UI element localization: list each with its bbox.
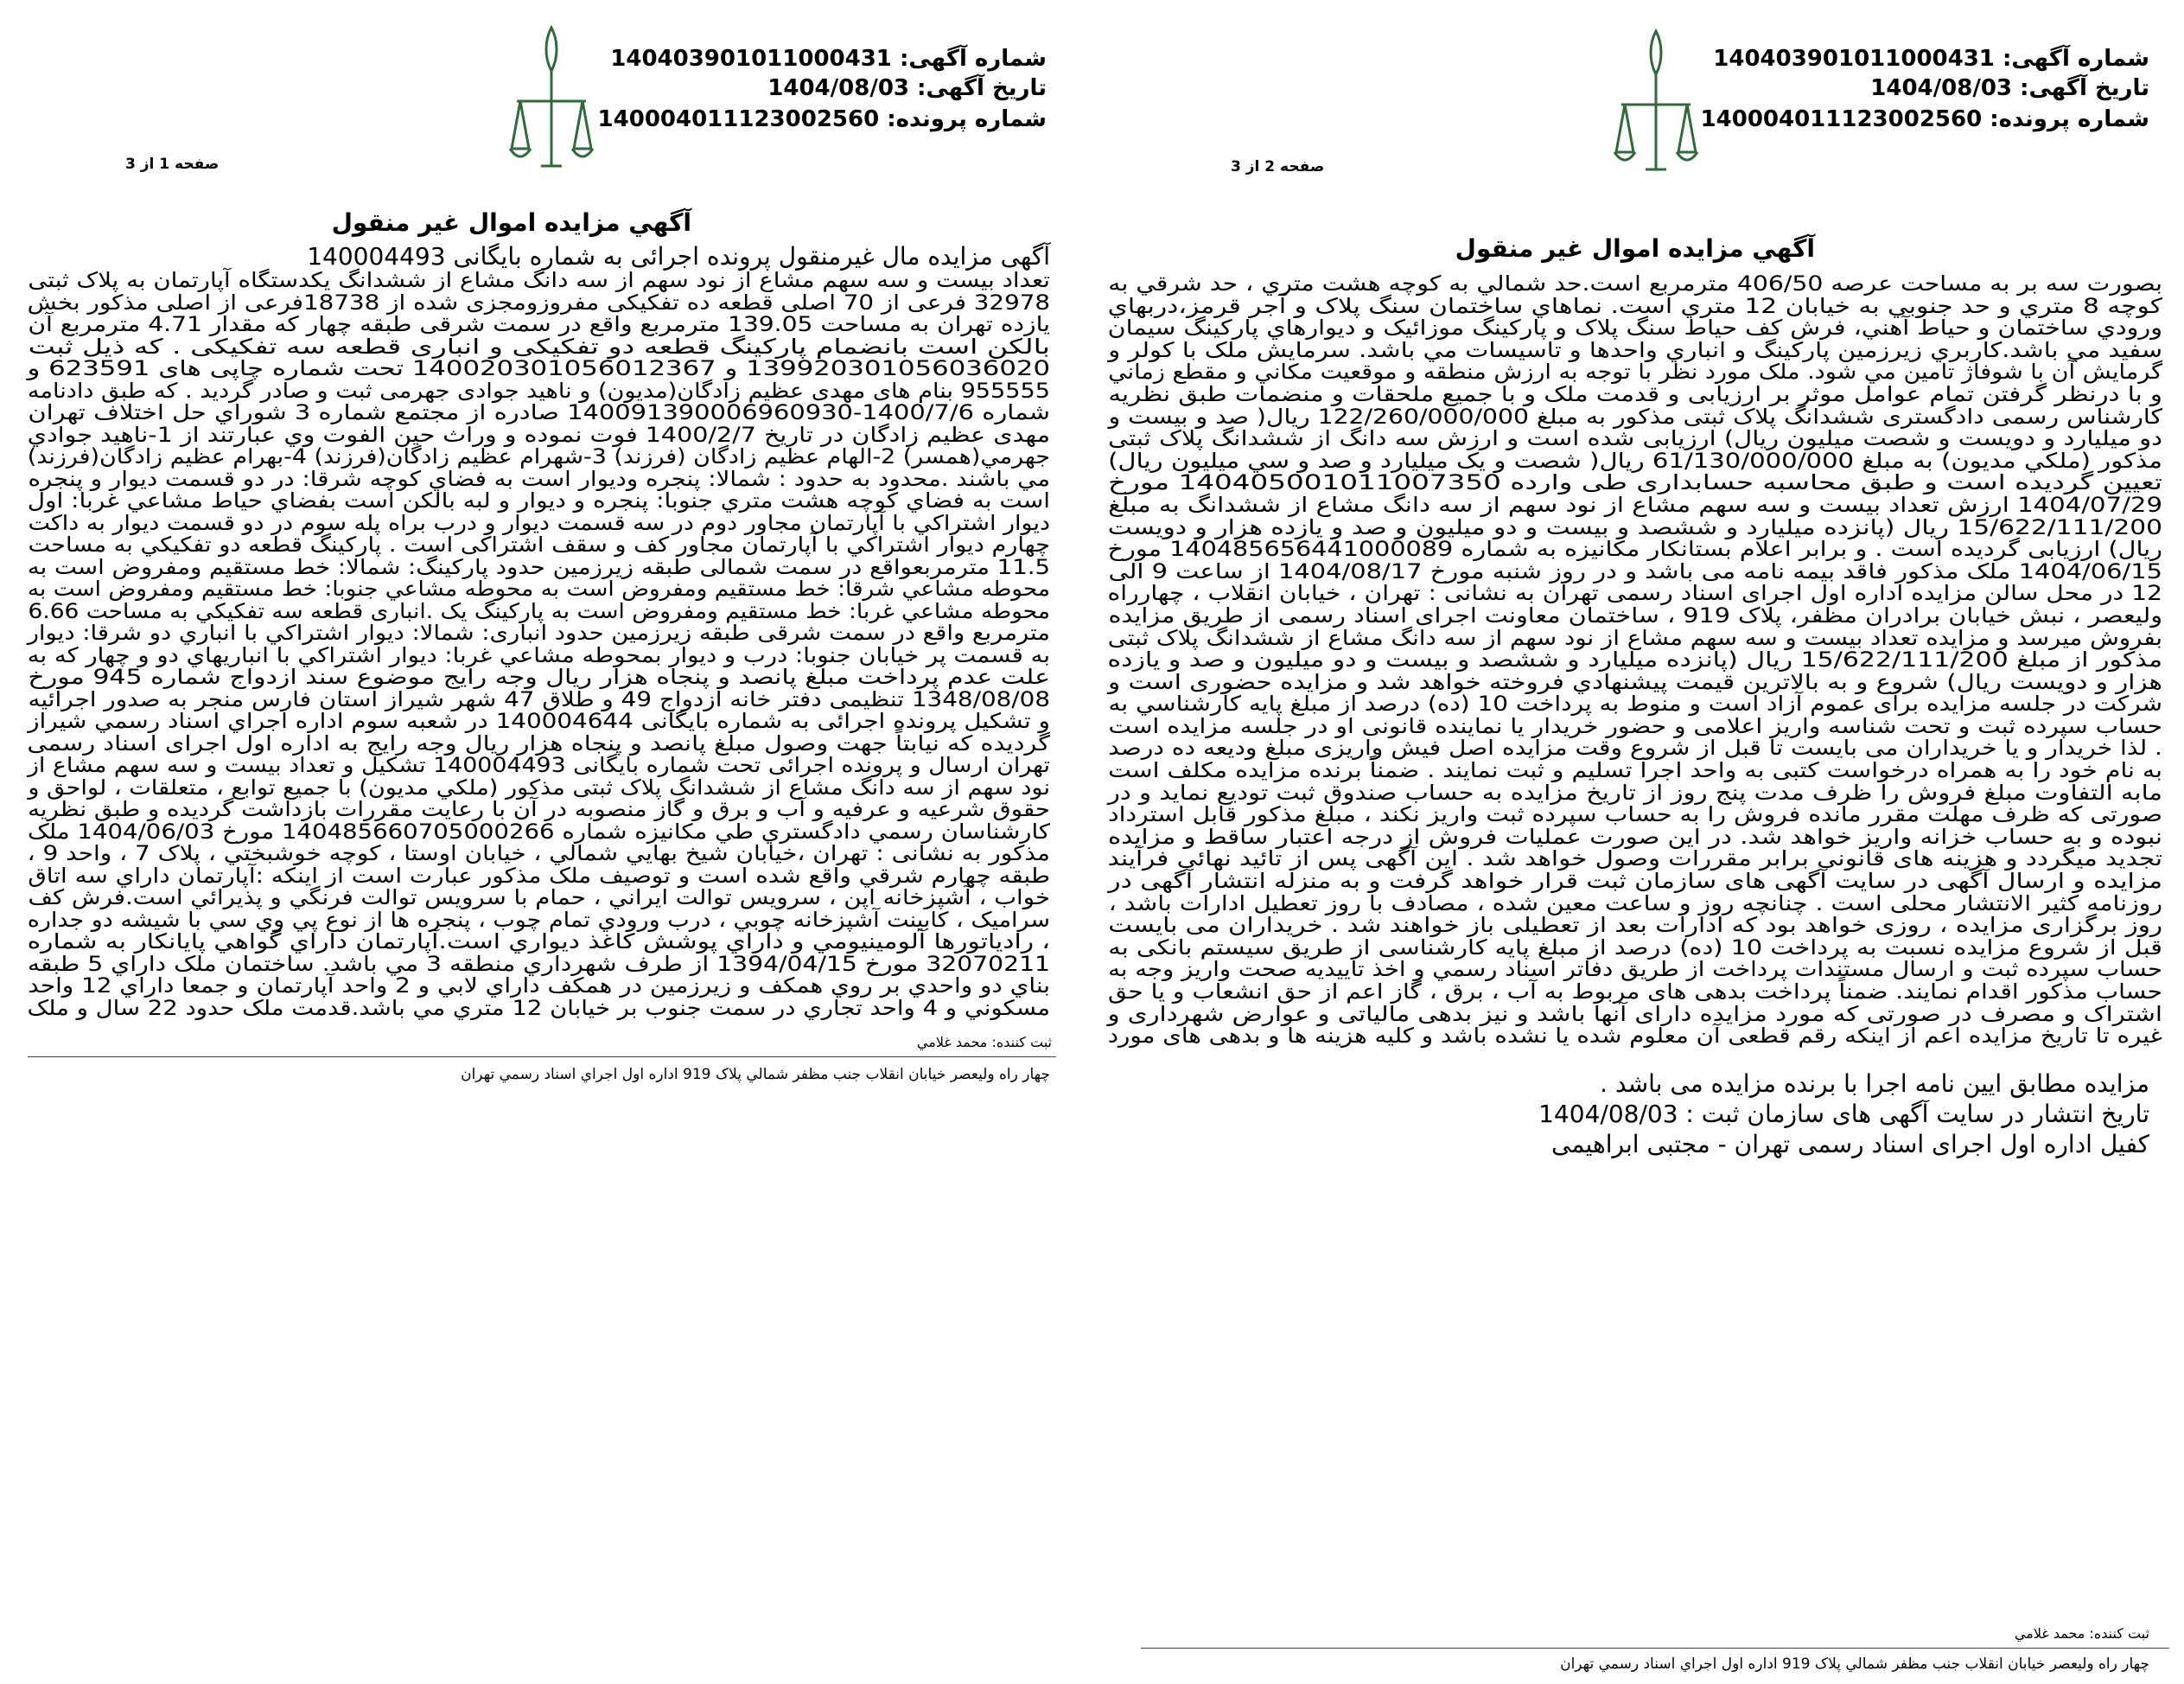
body-line: خواب ، آشپزخانه اپن ، سرويس توالت ايراني ، حمام با سرويس توالت فرنگي و پذيرائي است.فرش كف: [28, 885, 1051, 909]
body-line: حقوق شرعیه و عرفیه و آب و برق و گاز منصوبه در آن با رعایت مقررات بازداشت گرديده و طبق نظريه: [28, 797, 1050, 821]
body-line: وليعصر ، نبش خيابان برادران مظفر، پلاک 919 ، ساختمان معاونت اجرای اسناد رسمی از طريق مزايده: [1108, 603, 2162, 628]
body-line: 11.5 مترمربعواقع در سمت شمالی طبقه زیرزمین حدود پاركينگ: شمالا: خط مستقيم ومفروض است به: [27, 554, 1050, 579]
office-address-footer: چهار راه وليعصر خيابان انقلاب جنب مظفر شمالي پلاک 919 اداره اول اجراي اسناد رسمي تهران: [1560, 1655, 2149, 1673]
body-line: مترمربع واقع در سمت شرقی طبقه زیرزمین حدود انباری: شمالا: ديوار اشتراكي با انباري دو شرقا: ديوار: [27, 621, 1051, 645]
page-title: آگهي مزايده اموال غير منقول: [331, 208, 691, 237]
page-number: صفحه 1 از 3: [125, 156, 220, 173]
body-line: مسكوني و 4 واحد تجاري در سمت جنوب بر خيابان 12 متري مي باشد.قدمت ملک حدود 22 سال و ملک: [27, 995, 1050, 1020]
body-line: طبقه چهارم شرقي واقع شده است و توصیف ملک مذكور عبارت است از اينكه :آپارتمان داراي سه اتاق: [28, 863, 1051, 888]
body-line: تهران ارسال و پرونده اجرائی تحت شماره بایگانی 140004493 تشکیل و تعداد بیست و سه سهم مشاع از: [27, 753, 1050, 777]
body-line: غيره تا تاريخ مزايده اعم از اينكه رقم قطعی آن معلوم شده يا نشده باشد و كليه هزينه ها و بدهی های مورد: [1107, 1024, 2162, 1049]
ad-body-text: [1108, 273, 2162, 1048]
body-line: 15/622/111/200 ریال (پانزده ميليارد و ششصد و بيست و دو ميليون و صد و يازده هزار و دويست: [1107, 514, 2162, 539]
ad-number: شماره آگهی: 140403901011000431: [1713, 46, 2149, 72]
case-number: شماره پرونده: 140004011123002560: [1700, 106, 2149, 132]
body-line: ديوار اشتراكي با آپارتمان مجاور دوم در سه قسمت ديوار و درب براه پله سوم در دو قسمت ديوار به داكت: [28, 510, 1051, 535]
registrar: [917, 1034, 1052, 1051]
body-line: سفيد مي باشد.كاربري زيرزمين پاركينگ و انباري واحدها و تاسيسات مي باشد. سرمايش ملک با كولر و: [1108, 337, 2162, 362]
signatory-line: كفيل اداره اول اجرای اسناد رسمی تهران - مجتبی ابراهيمی: [1551, 1130, 2149, 1158]
ad-date: تاریخ آگهی: 1404/08/03: [767, 75, 1047, 101]
body-line: روزنامه كثير الانتشار محلی است . چنانچه روز و ساعت معين شده ، مصادف با روز تعطيل ادارات باشد ،: [1108, 890, 2162, 915]
body-line: مزايده و ارسال آگهی در سايت آگهی های سازمان ثبت قرار خواهد گرفت و به منزله انتشار آگهی در: [1108, 869, 2162, 894]
body-line: سراميک ، كابينت آشپزخانه چوبي ، درب ورودي تمام چوب ، پنجره ها از نوع پي وي سي با شيشه دو جداره: [27, 907, 1051, 932]
body-line: و با درنظر گرفتن تمام عوامل موثر بر ارزيابی و قدمت ملک و با جميع ملحقات و منضمات طبق نظريه: [1108, 381, 2162, 406]
body-line: 1404/07/29 ارزش تعداد بیست و سه سهم مشاع از نود سهم از سه دانگ مشاع از ششدانگ به مبلغ: [1108, 492, 2162, 517]
body-line: . لذا خريدار و يا خريداران می بايست تا قبل از شروع وقت مزايده اصل فيش واريزی مبلغ وديعه ده درصد: [1108, 736, 2162, 761]
body-line: تعداد بیست و سه سهم مشاع از نود سهم از سه دانگ مشاع از ششدانگ یکدستگاه آپارتمان به پلاک ثبتی: [28, 268, 1051, 292]
body-line: به قسمت پر خیابان جنوبا: درب و ديوار بمحوطه مشاعي غربا: ديوار اشتراكي با انباريهاي دو و چهار كه به: [27, 642, 1051, 667]
page-title: آگهي مزايده اموال غير منقول: [1455, 234, 1815, 263]
body-line: مذكور (ملكي مديون) به مبلغ 61/130/000/000 ريال( شصت و يک ميليارد و صد و سي ميليون ريال): [1108, 448, 2162, 473]
body-line: جهرمي(همسر) 2-الهام عظیم زادگان (فرزند) 3-شهرام عظیم زادگان(فرزند) 4-بهرام عظیم زادگان(فرزند): [27, 444, 1050, 469]
body-line: كوچه 8 متري و حد جنوبي به خيابان 12 متري است. نماهاي ساختمان سنگ پلاک و آجر قرمز،دربهاي: [1107, 293, 2162, 318]
judiciary-emblem-logo: [500, 19, 603, 209]
body-line: كارشناس رسمی دادگستری ششدانگ پلاک ثبتی مذکور به مبلغ 122/260/000/000 ريال( صد و بيست و: [1108, 404, 2162, 429]
body-line: محوطه مشاعي غربا: خط مستقيم ومفروض است به پاركينگ يک .انباری قطعه سه تفكيكي به مساحت 6.66: [28, 598, 1051, 623]
body-line: محوطه مشاعي شرقا: خط مستقيم ومفروض است به محوطه مشاعي جنوبا: خط مستقيم ومفروض است به: [27, 577, 1051, 601]
body-line: ورودي ساختمان و حياط آهني، فرش كف حياط سنگ پلاک و پاركينگ موزائيک و ديوارهاي پاركينگ سيمان: [1107, 316, 2162, 341]
body-line: شركت در جلسه مزايده برای عموم آزاد است و منوط به پرداخت 10 (ده) درصد از مبلغ پايه كارشناسي به: [1108, 692, 2162, 717]
body-line: بصورت سه بر به مساحت عرصه 406/50 مترمربع است.حد شمالي به كوچه هشت متري ، حد شرقي به: [1108, 271, 2162, 296]
body-line: بالکن است بانضمام پارکینگ قطعه دو تفکیکی و انباری قطعه سه تفکیکی . که ذیل ثبت: [28, 334, 1051, 359]
body-line: 1348/08/08 تنظیمی دفتر خانه ازدواج 49 و طلاق 47 شهر شیراز استان فارس منجر به صدور اجرائیه: [28, 686, 1050, 711]
body-line: چهارم ديوار اشتراكي با آپارتمان مجاور كف و سقف اشتراكی است . پاركينگ قطعه دو تفكيكي به مساحت: [28, 533, 1051, 557]
body-line: مابه التفاوت مبلغ فروش را ظرف مدت پنج روز از تاريخ مزايده به حساب صندوق ثبت توديع نمايد و در: [1107, 780, 2162, 805]
body-line: مذكور به نشانی : تهران ،خیابان شیخ بهایي شمالي ، خيابان اوستا ، كوچه خوشبختي ، پلاک 7 ، واحد 9 ،: [27, 841, 1051, 865]
body-line: مي باشند .محدود به حدود : شمالا: پنجره وديوار است به فضاي كوچه شرقا: در دو قسمت ديوار و پنجره: [28, 466, 1051, 491]
scales-emblem-icon: [500, 19, 603, 209]
body-line: به نام خود را به همراه درخواست كتبی به واحد اجرا تسليم و ثبت نمايند . ضمناً برنده مزايده مكلف است: [1108, 758, 2162, 783]
body-line: 32070211 مورخ 1394/04/15 از طرف شهرداري منطقه 3 مي باشد. ساختمان ملک داراي 5 طبقه: [27, 951, 1050, 976]
body-line: مذكور از مبلغ 15/622/111/200 ريال (پانزده ميليارد و ششصد و بيست و دو ميليون و صد و يازده: [1107, 647, 2162, 673]
body-line: علت عدم پرداخت مبلغ پانصد و پنجاه هزار ریال وجه رایج موضوع سند ازدواج شماره 945 مورخ: [28, 665, 1051, 689]
body-line: حساب سپرده ثبت و ارسال مستندات پرداخت از طريق دفاتر اسناد رسمي و اخذ تاييديه صحت واريز وجه به: [1108, 957, 2162, 982]
body-line: نود سهم از سه دانگ مشاع از ششدانگ پلاک ثبتی مذکور (ملكي مديون) با جمیع توابع ، متعلقات ، لواحق و: [28, 775, 1050, 800]
body-line: 1404/06/15 ملک مذکور فاقد بیمه نامه می باشد و در روز شنبه مورخ 1404/08/17 از ساعت 9 الی: [1108, 558, 2162, 584]
body-line: قبل از شروع مزايده نسبت به پرداخت 10 (ده) درصد از مبلغ پايه كارشناسی از طريق سيستم بانكی به: [1108, 934, 2162, 960]
body-line: گرديده كه نیابتاً جهت وصول مبلغ پانصد و پنجاه هزار ریال وجه رایج به اداره اول اجرای اسناد رسمی: [27, 730, 1051, 756]
body-line: گرمايش آن با شوفاژ تامين مي شود. ملک مورد نظر با توجه به ارزش منطقه و موقعيت مكاني و مقطع زماني: [1108, 360, 2162, 385]
registrar-label: ثبت کننده:: [2089, 1625, 2149, 1642]
body-line: بناي دو واحدي بر روي همكف و زيرزمين در همكف داراي لابي و 2 واحد آپارتمان و جمعا داراي 12 واحد: [28, 973, 1050, 998]
registrar-name: محمد غلامي: [2014, 1625, 2085, 1642]
body-line: هزار و دويست ريال) شروع و به بالاترين قيمت پيشنهادي فروخته خواهد شد و مزايده حضوری است و: [1108, 669, 2162, 694]
body-line: 139920301056036020 و 140020301056012367 تحت شماره چاپی های 623591 و: [27, 356, 1050, 380]
body-line: حساب سپرده ثبت و تحت شناسه واريز اعلامی و حضور خريدار يا نماينده قانونی او در جلسه مزايده است: [1108, 713, 2162, 738]
case-number: شماره پرونده: 140004011123002560: [597, 106, 1047, 132]
body-line: حساب مذكور اقدام نمايند. ضمناً پرداخت بدهی های مربوط به آب ، برق ، گاز اعم از حق انشعاب و يا حق: [1108, 979, 2162, 1004]
body-line: تعيين گرديده است و طبق محاسبه حسابداری طی وارده 140405001011007350 مورخ: [1108, 470, 2162, 495]
publish-date-line: تاريخ انتشار در سايت آگهی های سازمان ثبت : 1404/08/03: [1538, 1100, 2149, 1128]
body-line: ، رادياتورها آلومينيومي و داراي پوشش كاغذ ديواري است.آپارتمان داراي گواهي پايانكار به شماره: [27, 929, 1050, 954]
body-line: است به فضاي كوچه هشت متري جنوبا: پنجره و ديوار و لبه بالكن است بفضاي حياط مشاعي غربا: اول: [27, 488, 1050, 513]
body-line: مهدی عظیم زادگان در تاریخ 1400/2/7 فوت نموده و وراث حین الفوت وي عبارتند از 1-ناهید جوادي: [27, 422, 1050, 447]
body-line: ريال) ارزيابی گرديده است . و برابر اعلام بستانكار مكانيزه به شماره 140485656441000089 مورخ: [1107, 537, 2162, 562]
body-line: صورتی كه ظرف مهلت مقرر مانده فروش را به حساب سپرده ثبت واريز نكند ، مبلغ مذكور قابل استرداد: [1108, 802, 2162, 827]
divider: [28, 1056, 1056, 1057]
judiciary-emblem-logo: [1604, 22, 1708, 213]
ad-number: شماره آگهی: 140403901011000431: [610, 46, 1047, 72]
lead-line: آگهی مزایده مال غیرمنقول پرونده اجرائی به شماره بایگانی 140004493: [307, 242, 1050, 271]
closing-text: [1538, 1068, 2149, 1159]
body-line: تجديد ميگردد و هزينه های قانونی برابر مقررات وصول خواهد شد . اين آگهی پس از تائيد نهائی فرآيند: [1107, 846, 2162, 871]
body-line: اشتراک و مصرف در صورتی كه مورد مزايده دارای آنها باشد و نيز بدهی مالياتی و عوارض شهرداری و: [1107, 1001, 2162, 1026]
office-address-footer: چهار راه وليعصر خيابان انقلاب جنب مظفر شمالي پلاک 919 اداره اول اجراي اسناد رسمي تهران: [461, 1066, 1050, 1083]
body-line: روز برگزاری مزايده ، روزی خواهد بود كه ادارات بعد از تعطيلی باز خواهند شد . خريداران می بايست: [1108, 913, 2162, 938]
body-line: بفروش ميرسد و مزايده تعداد بيست و سه سهم مشاع از نود سهم از سه دانگ مشاع از ششدانگ پلاک ثبتی: [1107, 625, 2162, 650]
registrar-name: محمد غلامي: [916, 1034, 988, 1050]
body-line: نبوده و به حساب خزانه واريز خواهد شد. در اين صورت عمليات فروش از درجه اعتبار ساقط و مزايده: [1108, 824, 2162, 849]
body-line: 32978 فرعی از 70 اصلی قطعه ده تفکیکی مفروزومجزی شده از 18738فرعی از اصلی مذکور بخش: [27, 290, 1050, 315]
ad-date: تاریخ آگهی: 1404/08/03: [1870, 75, 2149, 101]
body-line: و تشکیل پرونده اجرائی به شماره بایگانی 140004644 در شعبه سوم اداره اجراي اسناد رسمي شيراز: [28, 709, 1050, 733]
body-line: یازده تهران به مساحت 139.05 مترمربع واقع در سمت شرقی طبقه چهار که مقدار 4.71 مترمربع آن: [28, 312, 1050, 336]
body-line: دو ميليارد و دويست و شصت ميليون ريال) ارزیابی شده است و ارزش سه دانگ از ششدانگ پلاک ثبتی: [1108, 426, 2162, 451]
closing-line: مزايده مطابق ايين نامه اجرا با برنده مزايده می باشد .: [1600, 1069, 2149, 1098]
ad-body-text: [28, 244, 1050, 1019]
body-line: 955555 بنام های مهدی عظیم زادگان(مدیون) و ناهید جوادی جهرمی ثبت و صادر گردید . که طبق دادنامه: [27, 378, 1050, 403]
body-line: 12 در محل سالن مزايده اداره اول اجرای اسناد رسمی تهران به نشانی : تهران ، خيابان انقلاب ، چهارراه: [1107, 581, 2162, 606]
body-line: كارشناسان رسمي دادگستري طي مكانيزه شماره 140485660705000266 مورخ 1404/06/03 ملک: [28, 819, 1050, 844]
body-line: شماره 1400/7/6-140091390006960930 صادره از مجتمع شماره 3 شوراي حل اختلاف تهران: [28, 400, 1050, 424]
page-number: صفحه 2 از 3: [1231, 158, 1325, 175]
divider: [1141, 1648, 2169, 1649]
registrar-label: ثبت کننده:: [991, 1034, 1052, 1050]
registrar: [2015, 1625, 2149, 1643]
scales-emblem-icon: [1604, 22, 1708, 213]
